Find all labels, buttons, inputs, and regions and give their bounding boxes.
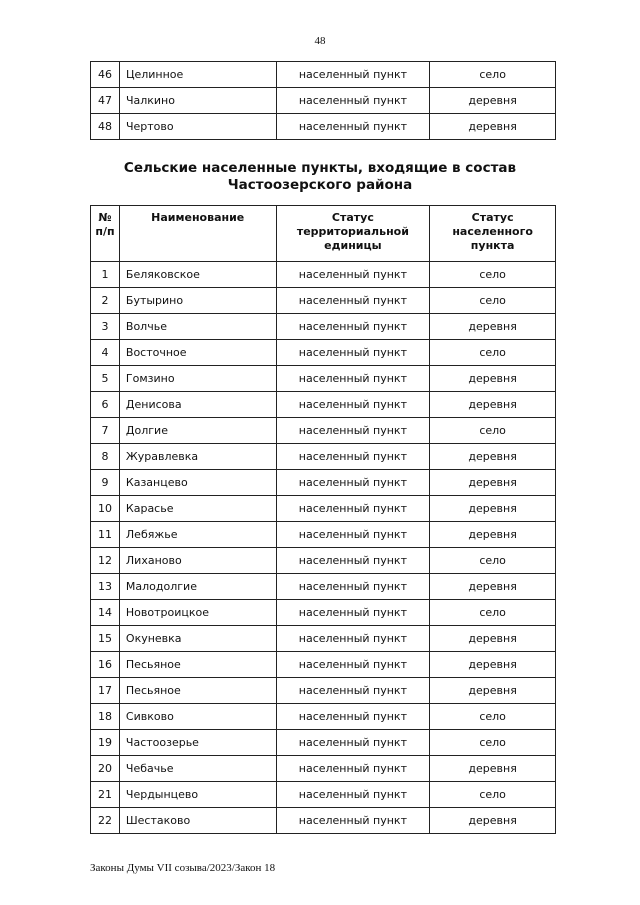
row-number: 22 [91,808,120,834]
row-number: 46 [91,62,120,88]
row-name: Гомзино [119,366,276,392]
table-row [91,88,556,114]
continued-table-body [91,62,556,140]
row-name: Сивково [119,704,276,730]
section-title [0,160,640,194]
row-name: Волчье [119,314,276,340]
header-number [91,206,120,262]
table-row [91,652,556,678]
row-territory-status: населенный пункт [276,704,430,730]
row-territory-status: населенный пункт [276,88,430,114]
row-settlement-status: деревня [430,114,556,140]
row-territory-status: населенный пункт [276,366,430,392]
row-territory-status: населенный пункт [276,444,430,470]
row-settlement-status: деревня [430,470,556,496]
row-territory-status: населенный пункт [276,62,430,88]
row-territory-status: населенный пункт [276,314,430,340]
row-number: 17 [91,678,120,704]
row-number: 3 [91,314,120,340]
row-number: 5 [91,366,120,392]
table-row [91,314,556,340]
row-territory-status: населенный пункт [276,600,430,626]
table-row [91,288,556,314]
row-territory-status: населенный пункт [276,782,430,808]
row-name: Восточное [119,340,276,366]
row-number: 21 [91,782,120,808]
row-territory-status: населенный пункт [276,262,430,288]
row-territory-status: населенный пункт [276,730,430,756]
table-row [91,470,556,496]
table-row [91,392,556,418]
row-number: 48 [91,114,120,140]
row-settlement-status: деревня [430,522,556,548]
row-settlement-status: село [430,704,556,730]
row-number: 19 [91,730,120,756]
row-number: 13 [91,574,120,600]
row-settlement-status: село [430,418,556,444]
row-settlement-status: деревня [430,444,556,470]
section-title-line2: Частоозерского района [227,177,413,193]
table-header [91,206,556,262]
row-number: 6 [91,392,120,418]
header-number-line1: № [98,211,112,224]
table-row [91,574,556,600]
row-number: 12 [91,548,120,574]
row-number: 10 [91,496,120,522]
table-row [91,340,556,366]
header-territory-line3: единицы [324,239,382,252]
row-name: Беляковское [119,262,276,288]
row-settlement-status: деревня [430,808,556,834]
header-name [119,206,276,262]
row-territory-status: населенный пункт [276,288,430,314]
row-name: Целинное [119,62,276,88]
table-row [91,496,556,522]
row-name: Окуневка [119,626,276,652]
row-number: 14 [91,600,120,626]
row-number: 7 [91,418,120,444]
row-territory-status: населенный пункт [276,392,430,418]
row-territory-status: населенный пункт [276,574,430,600]
table-row [91,548,556,574]
table-row [91,678,556,704]
header-settlement-line2: населенного [452,225,533,238]
row-name: Частоозерье [119,730,276,756]
row-number: 2 [91,288,120,314]
row-number: 18 [91,704,120,730]
header-number-line2: п/п [95,225,115,238]
row-territory-status: населенный пункт [276,626,430,652]
table-row [91,808,556,834]
row-settlement-status: деревня [430,392,556,418]
table-row [91,114,556,140]
row-name: Чердынцево [119,782,276,808]
table-row [91,704,556,730]
row-territory-status: населенный пункт [276,496,430,522]
row-territory-status: населенный пункт [276,548,430,574]
settlements-table-body [91,262,556,834]
row-name: Лиханово [119,548,276,574]
row-name: Чебачье [119,756,276,782]
page-number: 48 [314,35,326,47]
header-territory-status [276,206,430,262]
row-settlement-status: деревня [430,496,556,522]
row-settlement-status: деревня [430,88,556,114]
continued-table [90,61,556,140]
row-name: Новотроицкое [119,600,276,626]
header-name-text: Наименование [151,211,245,224]
row-name: Чалкино [119,88,276,114]
row-name: Журавлевка [119,444,276,470]
row-settlement-status: село [430,62,556,88]
row-name: Бутырино [119,288,276,314]
row-name: Песьяное [119,652,276,678]
row-name: Чертово [119,114,276,140]
row-settlement-status: село [430,340,556,366]
header-settlement-status [430,206,556,262]
header-territory-line2: территориальной [296,225,409,238]
row-territory-status: населенный пункт [276,114,430,140]
row-territory-status: населенный пункт [276,418,430,444]
row-number: 20 [91,756,120,782]
table-row [91,444,556,470]
row-settlement-status: деревня [430,366,556,392]
row-name: Лебяжье [119,522,276,548]
row-name: Долгие [119,418,276,444]
row-number: 16 [91,652,120,678]
row-settlement-status: деревня [430,314,556,340]
row-settlement-status: село [430,782,556,808]
row-settlement-status: деревня [430,574,556,600]
table-row [91,262,556,288]
row-settlement-status: село [430,548,556,574]
section-title-line1: Сельские населенные пункты, входящие в состав [123,160,517,176]
table-row [91,366,556,392]
table-row [91,600,556,626]
row-number: 11 [91,522,120,548]
row-settlement-status: деревня [430,652,556,678]
row-territory-status: населенный пункт [276,808,430,834]
row-settlement-status: село [430,730,556,756]
row-territory-status: населенный пункт [276,522,430,548]
row-number: 1 [91,262,120,288]
table-row [91,730,556,756]
row-settlement-status: село [430,262,556,288]
row-territory-status: населенный пункт [276,470,430,496]
row-name: Шестаково [119,808,276,834]
table-row [91,418,556,444]
row-number: 9 [91,470,120,496]
table-row [91,522,556,548]
row-number: 47 [91,88,120,114]
row-settlement-status: село [430,288,556,314]
row-territory-status: населенный пункт [276,756,430,782]
table-row [91,756,556,782]
row-number: 4 [91,340,120,366]
row-name: Песьяное [119,678,276,704]
table-row [91,626,556,652]
row-territory-status: населенный пункт [276,652,430,678]
header-settlement-line3: пункта [470,239,515,252]
row-name: Казанцево [119,470,276,496]
row-number: 8 [91,444,120,470]
row-name: Карасье [119,496,276,522]
row-territory-status: населенный пункт [276,340,430,366]
header-settlement-line1: Статус [471,211,514,224]
row-settlement-status: село [430,600,556,626]
footer-document-id: Законы Думы VII созыва/2023/Закон 18 [90,862,276,874]
row-settlement-status: деревня [430,756,556,782]
table-row [91,62,556,88]
table-row [91,782,556,808]
settlements-table [90,205,556,834]
row-name: Денисова [119,392,276,418]
row-settlement-status: деревня [430,626,556,652]
row-number: 15 [91,626,120,652]
row-territory-status: населенный пункт [276,678,430,704]
header-territory-line1: Статус [331,211,374,224]
row-name: Малодолгие [119,574,276,600]
row-settlement-status: деревня [430,678,556,704]
